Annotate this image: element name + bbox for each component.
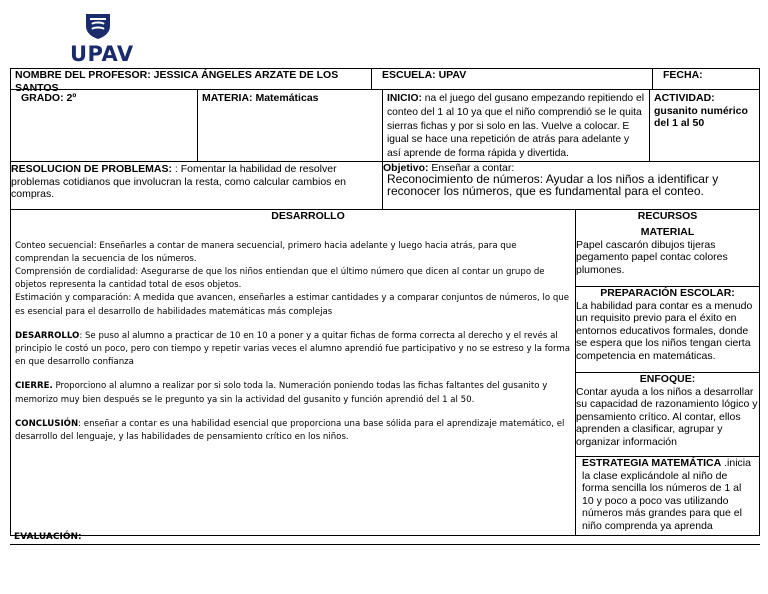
preparacion-section: [576, 286, 759, 373]
profesor-cell: [10, 68, 372, 94]
cierre-text: Proporciono al alumno a realizar por si solo toda la. Numeración poniendo todas las fichas faltantes del gusanito y memorizo muy bien después se le pregunto ya sin la actividad del gusanito y función aprendió del 1 al 50.: [15, 381, 548, 405]
actividad-label: ACTIVIDAD:: [654, 92, 715, 104]
evaluacion-row: [10, 531, 760, 545]
desarrollo-p3: Estimación y comparación: A medida que avancen, enseñarles a estimar cantidades y a comparar conjuntos de números, lo que es esencial para el desarrollo de habilidades matemáticas más complejas: [15, 293, 570, 317]
material-heading: MATERIAL: [640, 226, 695, 238]
desarrollo-text: : Se puso al alumno a practicar de 10 en 10 a poner y a quitar fichas de forma correcta al derecho y el revés al principio le costó un poco, pero con tiempo y repetir varias veces el alumno aprendió fue participativo y no se estreso y la forma en que desarrollo confianza: [15, 330, 571, 368]
objetivo-text1: Enseñar a contar:: [428, 162, 515, 174]
objetivo-label: Objetivo:: [383, 162, 429, 174]
resolucion-text: : Fomentar la habilidad de resolver problemas cotidianos que involucran la resta, como calcular cambios en compras.: [11, 163, 347, 200]
material-section: [576, 226, 759, 294]
escuela-cell: [371, 68, 653, 90]
enfoque-heading: ENFOQUE:: [639, 373, 696, 385]
cierre-label: CIERRE.: [15, 381, 53, 392]
recursos-heading: RECURSOS: [637, 210, 698, 222]
desarrollo-cell: [10, 209, 576, 536]
inicio-text: na el juego del gusano empezando repitiendo el conteo del 1 al 10 ya que el niño comprendió se le quita sierras fichas y por si solo en las. Vuelve a colocar. E igual se hace una repetición de atrás para adelante y así aprende de forma rápida y divertida.: [387, 93, 645, 160]
upav-logo: [70, 12, 134, 66]
escuela-label: ESCUELA: UPAV: [382, 69, 467, 81]
material-text: Papel cascarón dibujos tijeras pegamento papel contac colores plumones.: [576, 238, 728, 276]
profesor-label: NOMBRE DEL PROFESOR: JESSICA ÁNGELES ARZATE DE LOS SANTOS: [15, 69, 339, 94]
conclusion-label: CONCLUSIÓN: [15, 418, 79, 429]
fecha-cell: [652, 68, 760, 90]
estrategia-section: [576, 456, 759, 535]
recursos-cell: [575, 209, 760, 536]
desarrollo-p1: Conteo secuencial: Enseñarles a contar de manera secuencial, primero hacia adelante y luego hacia atrás, para que comprendan la secuencia de los números.: [15, 240, 517, 264]
evaluacion-label: EVALUACIÓN:: [14, 532, 82, 542]
preparacion-heading: PREPARACIÓN ESCOLAR:: [600, 287, 735, 299]
resolucion-cell: [10, 161, 383, 210]
preparacion-text: La habilidad para contar es a menudo un requisito previo para el éxito en entornos educativos formales, donde se espera que los niños tengan cierta competencia en matemáticas.: [576, 299, 753, 362]
materia-label: MATERIA: Matemáticas: [202, 92, 319, 104]
conclusion-text: : enseñar a contar es una habilidad esencial que proporciona una base sólida para el aprendizaje matemático, el desarrollo del lenguaje, y las habilidades de pensamiento crítico en los niños.: [15, 418, 565, 442]
objetivo-text2: Reconocimiento de números: Ayudar a los niños a identificar y reconocer los números, que es fundamental para el conteo.: [387, 172, 719, 198]
actividad-text: gusanito numérico del 1 al 50: [654, 104, 748, 129]
inicio-label: INICIO:: [387, 93, 422, 104]
estrategia-text: .inicia la clase explicándole al niño de forma sencilla los números de 1 al 10 y poco a poco vas utilizando números más grandes para que el niño comprenda ya aprenda: [582, 457, 751, 532]
enfoque-text: Contar ayuda a los niños a desarrollar su capacidad de razonamiento lógico y pensamiento crítico. Al contar, ellos aprenden a clasificar, agrupar y organizar información: [576, 385, 758, 448]
fecha-label: FECHA:: [663, 69, 703, 81]
desarrollo-label: DESARROLLO: [15, 330, 80, 341]
enfoque-section: [576, 372, 759, 457]
desarrollo-heading: DESARROLLO: [271, 210, 345, 222]
logo-text: UPAV: [70, 42, 134, 66]
grado-label: GRADO: 2º: [21, 92, 77, 104]
desarrollo-p2: Comprensión de cordialidad: Asegurarse de que los niños entiendan que el último número que dicen al contar un grupo de objetos representa la cantidad total de esos objetos.: [15, 266, 545, 291]
inicio-cell: [382, 89, 650, 162]
actividad-cell: [649, 89, 760, 162]
resolucion-label: RESOLUCION DE PROBLEMAS:: [11, 163, 173, 175]
materia-cell: [197, 89, 383, 162]
shield-icon: [84, 12, 112, 40]
grado-cell: [10, 89, 198, 162]
estrategia-label: ESTRATEGIA MATEMÁTICA: [582, 457, 722, 469]
objetivo-cell: [382, 161, 760, 210]
